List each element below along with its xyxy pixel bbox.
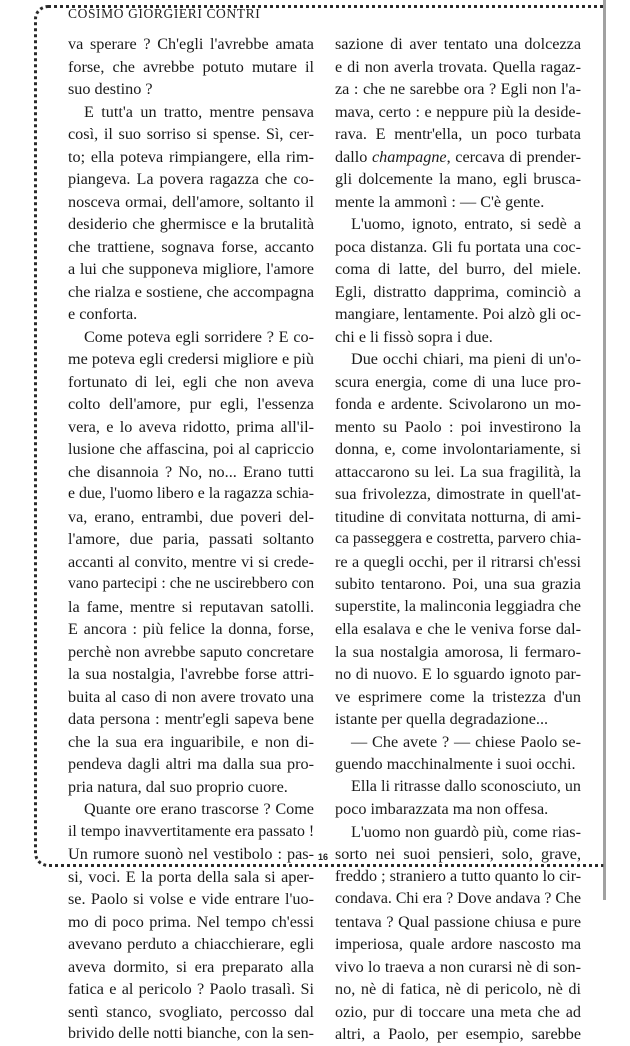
text-line: sorto nei suoi pensieri, solo, grave, [335,845,581,863]
text-line: imperiosa, quale ardore nascosto ma [335,935,581,953]
text-line: perchè non avrebbe saputo concretare [68,642,314,661]
text-line: che rialza e sostiene, che accompagna [68,282,314,301]
text-line: va, erano, entrambi, due poveri del- [68,507,314,526]
text-line: coma di latte, del burro, del miele. [335,260,581,278]
text-line: accanti al convito, mentre vi si crede- [68,552,314,571]
text-line: za : che ne sarebbe ora ? Egli non l'a- [335,80,581,98]
text-line: Un rumore suonò nel vestibolo : pas- [68,845,314,863]
text-line: Due occhi chiari, ma pieni di un'o- [351,350,581,368]
text-line: titudine di convitata notturna, di ami- [335,507,581,526]
text-line: poca distanza. Gli fu portata una coc- [335,237,581,256]
text-line: lusione che affascina, poi al capriccio [68,440,314,458]
text-line: la fame, mentre si reputavan satolli. [68,597,314,616]
text-line [335,146,581,169]
text-line: vivo lo traeva a non curarsi nè di son- [335,957,581,976]
text-line: to; ella poteva rimpiangere, ella rim- [68,147,314,166]
text-line: subito tentarono. Poi, una sua grazia [335,575,581,593]
text-line: avevano perduto a chiacchierare, egli [68,935,314,953]
text-line: me poteva egli credersi migliore e più [68,350,314,368]
text-line: data persona : mentr'egli sapeva bene [68,710,314,728]
text-line: altri, a Paolo, per esempio, sarebbe [335,1025,581,1043]
text-line: re a quegli occhi, per il ritrarsi ch'essi [335,552,581,571]
text-line: nosceva ormai, dell'amore, soltanto il [68,192,314,211]
text-line: chi e li fissò sopra i due. [335,327,493,346]
text-line: ozio, pur di toccare una meta che ad [335,1002,581,1021]
text-line: se. Paolo si volse e vide entrare l'uo- [68,890,314,908]
text-line: mente la ammonì : — C'è gente. [335,192,545,211]
text-line: il tempo inavvertitamente era passato ! [68,822,315,840]
text-line: sua frivolezza, dimostrate in quell'at- [335,485,581,503]
text-line: E tutt'a un tratto, mentre pensava [84,102,314,121]
text-line: no, nè di fatica, nè di pericolo, nè di [335,980,581,998]
text-fragment: , cercava di prender- [446,147,581,166]
text-line: Ella li ritrasse dallo sconosciuto, un [351,777,581,795]
text-line: vano partecipi : che ne uscirebbero con [68,575,315,592]
text-line: L'uomo, ignoto, entrato, si sedè a [351,215,581,233]
text-line: la sua nostalgia amorosa, li fermaro- [335,642,581,661]
text-line: Egli, distratto dapprima, cominciò a [335,282,581,301]
book-spine-edge [603,0,606,900]
text-line: Come poteva egli sorridere ? E co- [84,327,314,346]
text-line: piangeva. La povera ragazza che co- [68,170,314,188]
text-line: attaccarono su lei. La sua fragilità, la [335,462,581,481]
text-line: scura energia, come di una luce pro- [335,372,581,391]
text-line: donna, e, come involontariamente, si [335,440,581,458]
text-line: ca passeggera e costretta, parvero chia- [335,530,582,547]
text-line: freddo ; straniero a tutto quanto lo cir- [335,867,582,885]
text-line: la sua nostalgia, l'avrebbe forse attri- [68,665,314,683]
text-line: no di nuovo. E lo sguardo ignoto par- [335,665,581,683]
text-line: l'amore, due paria, passati soltanto [68,530,314,548]
text-line: sentì stanco, svogliato, percosso dal [68,1002,314,1021]
text-line: pendeva dagli altri ma dalla sua pro- [68,755,314,773]
text-line: e conforta. [68,305,138,323]
text-line: fonda e ardente. Scivolarono un mo- [335,395,581,413]
text-line: che la sua era inguaribile, e non di- [68,732,314,751]
text-line: suo destino ? [68,80,153,98]
text-line: rava. E mentr'ella, un poco turbata [335,125,581,143]
text-line: gli dolcemente la mano, egli brusca- [335,170,581,188]
text-line: mento su Paolo : poi investirono la [335,417,581,436]
text-fragment: dallo [335,147,372,166]
text-line: che trattiene, sognava forse, accanto [68,237,314,256]
text-line: fatica e al pericolo ? Paolo trasalì. Si [68,980,314,998]
text-line: colto dell'amore, pur egli, l'essenza [68,395,314,413]
text-line: Quante ore erano trascorse ? Come [84,800,314,818]
text-line: e di non averla trovata. Quella ragaz- [335,57,581,76]
text-line: E ancora : più felice la donna, forse, [68,620,314,638]
text-line: così, il suo sorriso si spense. Sì, cer- [68,125,314,143]
text-line: tentava ? Qual passione chiusa e pure [335,912,581,931]
text-line: ve esprimere come la tristezza d'un [335,687,581,706]
text-line: mangiare, lentamente. Poi alzò gli oc- [335,305,581,323]
text-line: istante per quella degradazione... [335,710,549,728]
text-line: sazione di aver tentato una dolcezza [335,35,581,53]
text-line: — Che avete ? — chiese Paolo se- [351,732,581,751]
text-line: a lui che supponeva migliore, l'amore [68,260,314,278]
text-line: vera, e lo aveva ridotto, prima all'il- [68,417,314,436]
text-line: guendo macchinalmente i suoi occhi. [335,755,576,773]
left-text-column [68,33,314,1046]
text-line: e due, l'uomo libero e la ragazza schia- [68,485,315,502]
text-line: si, voci. E la porta della sala si aper- [68,867,314,886]
running-head: COSIMO GIORGIERI CONTRI [68,6,261,21]
text-line: condava. Chi era ? Dove andava ? Che [335,890,581,907]
text-line: L'uomo non guardò più, come rias- [351,822,581,841]
text-line: che disannoia ? No, no... Erano tutti [68,462,314,481]
text-line: forse, che avrebbe potuto mutare il [68,57,314,76]
right-text-column [335,33,581,1046]
text-line: buita al caso di non avere trovato una [68,687,314,706]
italic-word: champagne [371,147,447,166]
text-line: desiderio che ghermisce e la brutalità [68,215,314,233]
text-line: mava, certo : e neppure più la deside- [335,102,581,121]
page-number: 16 [318,852,329,862]
text-line: ella esalava e che le veniva forse dal- [335,620,581,638]
text-line: mo di poco prima. Nel tempo ch'essi [68,912,314,931]
text-line: brivido delle notti bianche, con la sen- [68,1025,314,1042]
text-line: va sperare ? Ch'egli l'avrebbe amata [68,35,314,53]
text-line: poco imbarazzata ma non offesa. [335,800,549,818]
text-line: pria natura, dal suo proprio cuore. [68,777,288,796]
text-line: superstite, la malinconia leggiadra che [335,597,581,615]
text-line: fortunato di lei, egli che non aveva [68,372,314,391]
text-line: aveva dormito, si era preparato alla [68,957,314,976]
